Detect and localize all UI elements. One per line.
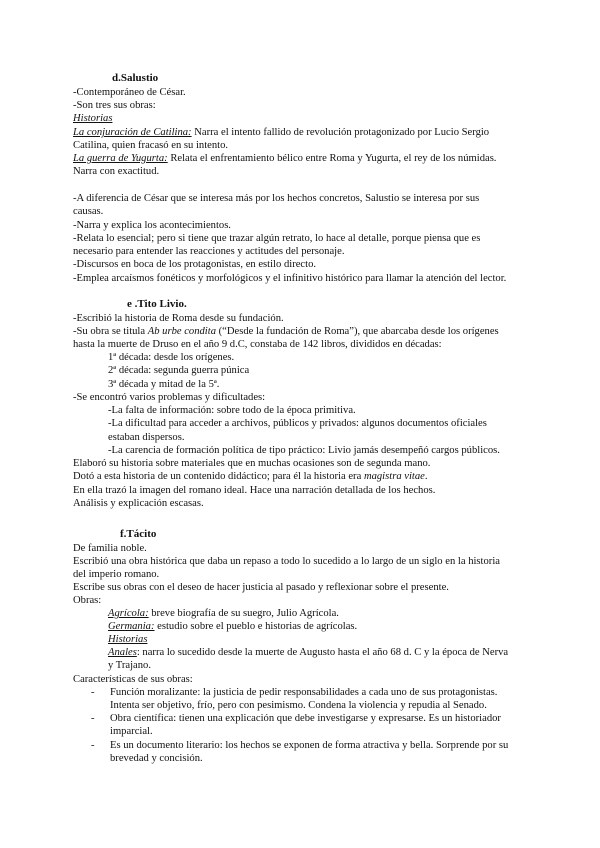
work-entry-yugurta [73,152,496,165]
list-item-cont: brevedad y concisión. [110,753,203,764]
text-line: -Escribió la historia de Roma desde su fundación. [73,313,284,324]
text-line: Catilina, quien fracasó en su intento. [73,140,229,151]
text-line: Escribe sus obras con el deseo de hacer justicia al pasado y reflexionar sobre el presente. [73,582,449,593]
work-description: breve biografía de su suegro, Julio Agrícola. [148,608,339,619]
section-heading-livio: e .Tito Livio. [127,298,187,310]
list-item-cont: Intenta ser objetivo, frío, pero con pesimismo. Condena la violencia y repudia al Senado. [110,700,487,711]
work-entry-germania [108,620,357,633]
list-item-cont: imparcial. [110,726,153,737]
problem-item: -La carencia de formación política de tipo práctico: Livio jamás desempeñó cargos públicos. [108,445,500,456]
text-line: Análisis y explicación escasas. [73,498,204,509]
text-line: -Emplea arcaísmos fonéticos y morfológicos y el infinitivo histórico para llamar la atención del lector. [73,273,507,284]
work-title-catilina: La conjuración de Catilina: [73,127,192,138]
work-title-historias: Historias [73,113,113,124]
text-span: (“Desde la fundación de Roma”), que abarcaba desde los orígenes [216,326,499,337]
text-line: -Relata lo esencial; pero si tiene que trazar algún retrato, lo hace al detalle, porque piensa que es [73,233,481,244]
work-title-yugurta: La guerra de Yugurta: [73,153,168,164]
problem-item: -La dificultad para acceder a archivos, públicos y privados: algunos documentos oficiales [108,418,487,429]
work-title-germania: Germania: [108,621,155,632]
work-entry-anales [108,646,508,659]
text-span: Dotó a esta historia de un contenido didáctico; para él la historia era [73,471,364,482]
list-item: Función moralizante: la justicia de pedir responsabilidades a cada uno de sus protagonistas. [110,687,498,698]
list-item: Es un documento literario: los hechos se exponen de forma atractiva y bella. Sorprende por su [110,740,509,751]
decade-item: 3ª década y mitad de la 5ª. [108,379,220,390]
text-span: . [424,471,428,482]
text-line: De familia noble. [73,543,147,554]
text-line: del imperio romano. [73,569,160,580]
work-description: Relata el enfrentamiento bélico entre Roma y Yugurta, el rey de los númidas. [167,153,497,164]
text-line: necesario para entender las reacciones y actitudes del personaje. [73,246,345,257]
text-line: Obras: [73,595,102,606]
list-bullet: - [91,687,95,698]
work-title-agricola: Agrícola: [108,608,149,619]
work-entry-catilina [73,126,489,139]
work-description: estudio sobre el pueblo e historias de agrícolas. [154,621,358,632]
text-line: Características de sus obras: [73,674,193,685]
text-line: Elaboró su historia sobre materiales que en muchas ocasiones son de segunda mano. [73,458,431,469]
text-line: Escribió una obra histórica que daba un repaso a todo lo sucedido a lo largo de un siglo en la historia [73,556,500,567]
section-heading-tacito: f.Tácito [120,528,157,540]
decade-item: 1ª década: desde los orígenes. [108,352,235,363]
text-line: -A diferencia de César que se interesa más por los hechos concretos, Salustio se interesa por sus [73,193,480,204]
text-line: y Trajano. [108,660,151,671]
latin-phrase: magistra vitae [363,471,425,482]
text-line: hasta la muerte de Druso en el año 9 d.C, constaba de 142 libros, divididos en décadas: [73,339,442,350]
text-line: En ella trazó la imagen del romano ideal. Hace una narración detallada de los hechos. [73,485,436,496]
text-line-magistra [73,470,428,483]
problem-item: -La falta de información: sobre todo de la época primitiva. [108,405,356,416]
list-bullet: - [91,713,95,724]
text-line: Narra con exactitud. [73,166,160,177]
problem-item-cont: estaban dispersos. [108,432,185,443]
text-span: -Su obra se titula [73,326,148,337]
work-description: Narra el intento fallido de revolución protagonizado por Lucio Sergio [191,127,490,138]
work-entry-agricola [108,607,339,620]
text-line: causas. [73,206,104,217]
text-line-title [73,325,499,338]
text-line: -Narra y explica los acontecimientos. [73,220,231,231]
text-line: -Se encontró varios problemas y dificultades: [73,392,266,403]
text-line: -Contemporáneo de César. [73,87,186,98]
text-line: -Discursos en boca de los protagonistas, en estilo directo. [73,259,317,270]
work-title-anales: Anales [108,647,137,658]
text-line: -Son tres sus obras: [73,100,156,111]
work-description: : narra lo sucedido desde la muerte de Augusto hasta el año 68 d. C y la época de Nerva [136,647,509,658]
work-title-historias: Historias [108,634,148,645]
list-bullet: - [91,740,95,751]
decade-item: 2ª década: segunda guerra púnica [108,365,250,376]
list-item: Obra científica: tienen una explicación que debe investigarse y expresarse. Es un historiador [110,713,501,724]
section-heading-salustio: d.Salustio [112,72,159,84]
work-title-ab-urbe-condita: Ab urbe condita [147,326,216,337]
